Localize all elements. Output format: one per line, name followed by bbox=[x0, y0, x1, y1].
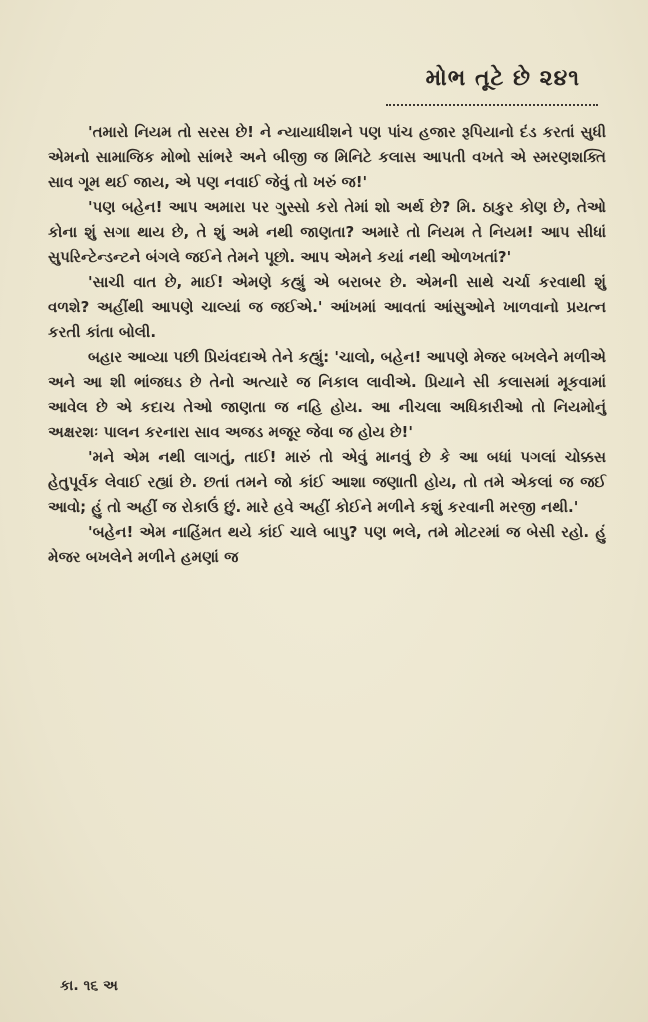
paragraph: 'તમારો નિયમ તો સરસ છે! ને ન્યાયાધીશને પણ પાંચ હજાર રૂપિયાનો દંડ કરતાં સુધી એમનો સામાજિક મોભો સાંભરે અને બીજી જ મિનિટે કલાસ આપતી વખતે એ સ્મરણશક્તિ સાવ ગૂમ થઈ જાય, એ પણ નવાઈ જેવું તો ખરું જ!' bbox=[48, 123, 606, 191]
paragraph: 'સાચી વાત છે, માઈ! એમણે કહ્યું એ બરાબર છે. એમની સાથે ચર્ચા કરવાથી શું વળશે? અહીંથી આપણે ચાલ્યાં જ જઈએ.' આંખમાં આવતાં આંસુઓને ખાળવાનો પ્રયત્ન કરતી કાંતા બોલી. bbox=[48, 273, 606, 341]
paragraph: 'મને એમ નથી લાગતું, તાઈ! મારું તો એવું માનવું છે કે આ બધાં પગલાં ચોક્કસ હેતુપૂર્વક લેવાઈ રહ્યાં છે. છતાં તમને જો કાંઈ આશા જણાતી હોય, તો તમે એકલાં જ જઈ આવો; હું તો અહીં જ રોકાઉં છું. મારે હવે અહીં કોઈને મળીને કશું કરવાની મરજી નથી.' bbox=[48, 448, 606, 516]
paragraph: બહાર આવ્યા પછી પ્રિયંવદાએ તેને કહ્યું: 'ચાલો, બહેન! આપણે મેજર બખલેને મળીએ અને આ શી ભાંજઘડ છે તેનો અત્યારે જ નિકાલ લાવીએ. પ્રિયાને સી કલાસમાં મૂકવામાં આવેલ છે એ કદાચ તેઓ જાણતા જ નહિ હોય. આ નીચલા અધિકારીઓ તો નિયમોનું અક્ષરશઃ પાલન કરનારા સાવ અજડ મજૂર જેવા જ હોય છે!' bbox=[48, 348, 606, 441]
header-rule bbox=[386, 104, 598, 106]
signature-mark: કા. ૧૬ અ bbox=[60, 978, 118, 994]
paragraph: 'પણ બહેન! આપ અમારા પર ગુસ્સો કરો તેમાં શો અર્થ છે? મિ. ઠાકુર કોણ છે, તેઓ કોના શું સગા થાય છે, તે શું અમે નથી જાણતા? અમારે તો નિયમ તે નિયમ! આપ સીધાં સુપરિન્ટેન્ડન્ટને બંગલે જઈને તેમને પૂછો. આપ એમને કયાં નથી ઓળખતાં?' bbox=[48, 198, 606, 266]
body-text bbox=[48, 120, 606, 570]
paragraph: 'બહેન! એમ નાહિંમત થયે કાંઈ ચાલે બાપુ? પણ ભલે, તમે મોટરમાં જ બેસી રહો. હું મેજર બખલેને મળીને હમણાં જ bbox=[48, 523, 606, 566]
running-head: મોભ તૂટે છે ૨૪૧ bbox=[425, 66, 580, 91]
